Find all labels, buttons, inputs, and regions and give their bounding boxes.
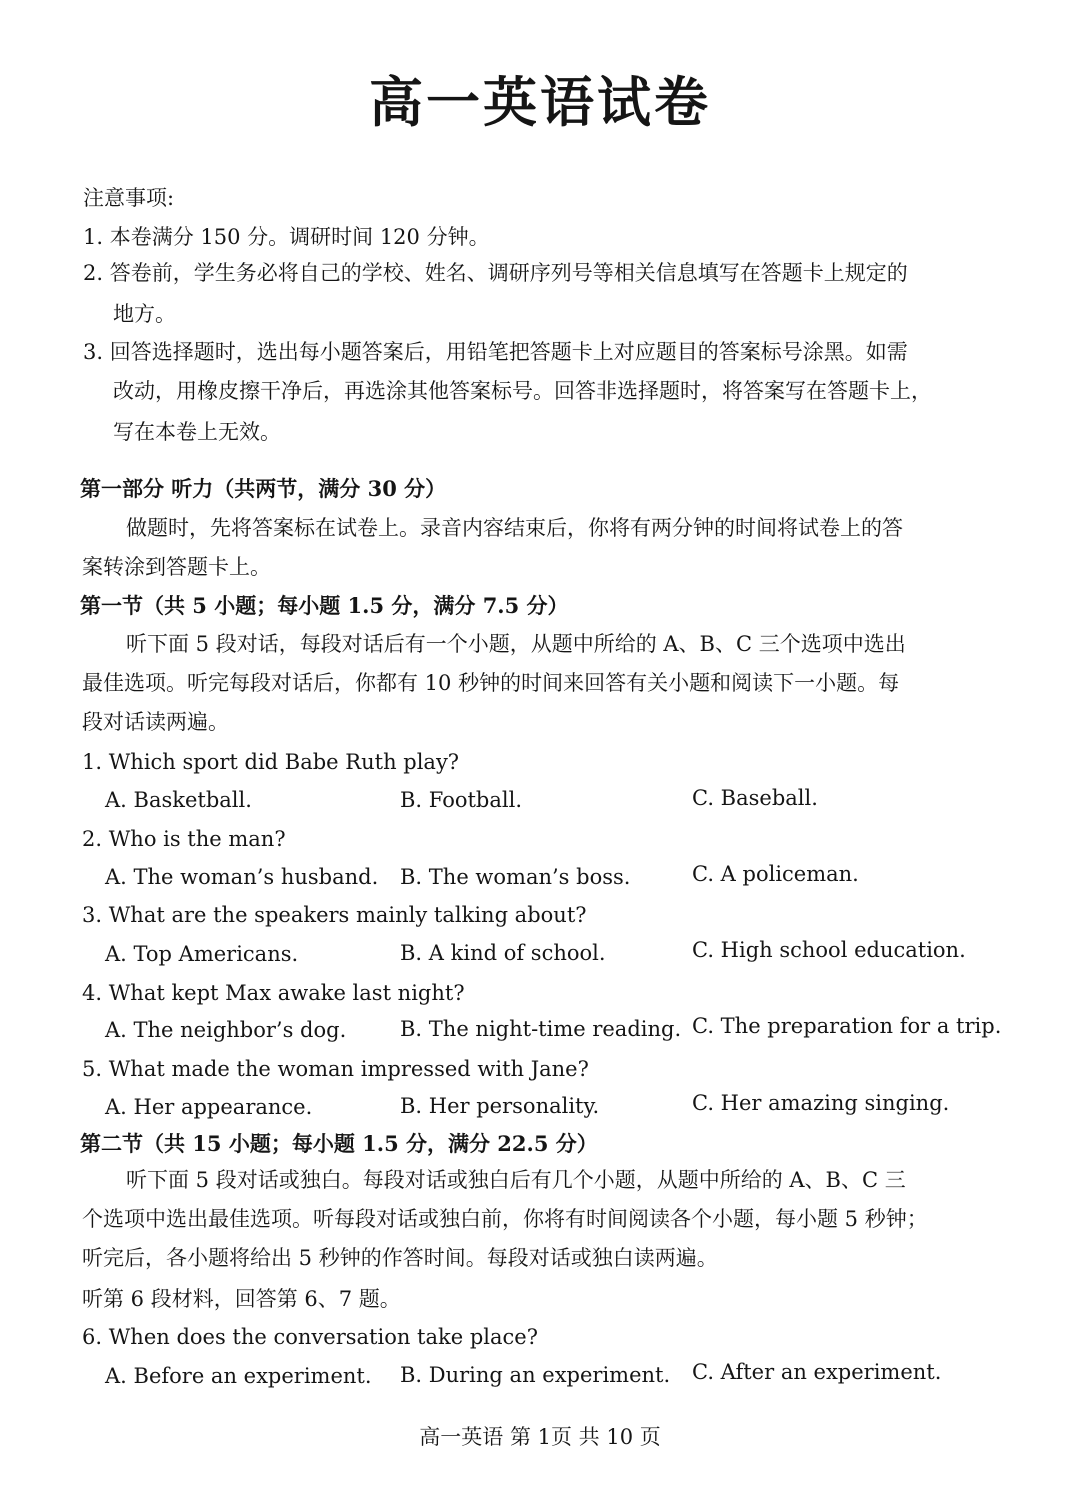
note-item-3-line-1: 3. 回答选择题时，选出每小题答案后，用铅笔把答题卡上对应题目的答案标号涂黑。如需	[83, 340, 908, 364]
question-3: 3. What are the speakers mainly talking about?	[82, 903, 587, 927]
notes-heading: 注意事项:	[83, 186, 175, 210]
question-2-option-a: A. The woman’s husband.	[105, 865, 379, 889]
question-6-option-b: B. During an experiment.	[400, 1363, 671, 1387]
question-1: 1. Which sport did Babe Ruth play?	[82, 750, 460, 774]
material-6-label: 听第 6 段材料，回答第 6、7 题。	[82, 1287, 401, 1311]
question-1-option-c: C. Baseball.	[692, 786, 818, 810]
section1-instructions-line-2: 最佳选项。听完每段对话后，你都有 10 秒钟的时间来回答有关小题和阅读下一小题。每	[82, 671, 900, 695]
section2-instructions-line-3: 听完后，各小题将给出 5 秒钟的作答时间。每段对话或独白读两遍。	[82, 1246, 718, 1270]
question-6-option-c: C. After an experiment.	[692, 1360, 942, 1384]
question-5-option-a: A. Her appearance.	[105, 1095, 313, 1119]
question-5: 5. What made the woman impressed with Jane?	[82, 1057, 589, 1081]
part1-instructions-line-2: 案转涂到答题卡上。	[82, 555, 271, 579]
question-3-option-c: C. High school education.	[692, 938, 966, 962]
question-3-option-b: B. A kind of school.	[400, 941, 606, 965]
page-footer: 高一英语 第 1页 共 10 页	[419, 1425, 661, 1449]
page-title: 高一英语试卷	[369, 71, 711, 134]
question-1-option-b: B. Football.	[400, 788, 523, 812]
question-2: 2. Who is the man?	[82, 827, 286, 851]
section1-heading: 第一节（共 5 小题；每小题 1.5 分，满分 7.5 分）	[80, 593, 569, 618]
question-4-option-c: C. The preparation for a trip.	[692, 1014, 1002, 1038]
section1-instructions-line-3: 段对话读两遍。	[82, 710, 229, 734]
note-item-3-line-3: 写在本卷上无效。	[113, 420, 281, 444]
question-4: 4. What kept Max awake last night?	[82, 981, 465, 1005]
section2-heading: 第二节（共 15 小题；每小题 1.5 分，满分 22.5 分）	[80, 1131, 598, 1156]
question-2-option-b: B. The woman’s boss.	[400, 865, 631, 889]
section1-instructions-line-1: 听下面 5 段对话，每段对话后有一个小题，从题中所给的 A、B、C 三个选项中选出	[126, 632, 906, 656]
question-5-option-c: C. Her amazing singing.	[692, 1091, 950, 1115]
question-5-option-b: B. Her personality.	[400, 1094, 600, 1118]
question-4-option-a: A. The neighbor’s dog.	[105, 1018, 347, 1042]
note-item-1: 1. 本卷满分 150 分。调研时间 120 分钟。	[83, 225, 490, 249]
question-4-option-b: B. The night-time reading.	[400, 1017, 682, 1041]
question-6: 6. When does the conversation take place?	[82, 1325, 538, 1349]
question-3-option-a: A. Top Americans.	[105, 942, 299, 966]
question-2-option-c: C. A policeman.	[692, 862, 859, 886]
question-1-option-a: A. Basketball.	[105, 788, 252, 812]
part1-heading: 第一部分 听力（共两节，满分 30 分）	[80, 476, 447, 501]
question-6-option-a: A. Before an experiment.	[105, 1364, 372, 1388]
note-item-2-line-2: 地方。	[113, 302, 176, 326]
part1-instructions-line-1: 做题时，先将答案标在试卷上。录音内容结束后，你将有两分钟的时间将试卷上的答	[126, 516, 903, 540]
note-item-3-line-2: 改动，用橡皮擦干净后，再选涂其他答案标号。回答非选择题时，将答案写在答题卡上，	[113, 379, 932, 403]
section2-instructions-line-2: 个选项中选出最佳选项。听每段对话或独白前，你将有时间阅读各个小题，每小题 5 秒钟；	[82, 1207, 928, 1231]
section2-instructions-line-1: 听下面 5 段对话或独白。每段对话或独白后有几个小题，从题中所给的 A、B、C 三	[126, 1168, 906, 1192]
note-item-2-line-1: 2. 答卷前，学生务必将自己的学校、姓名、调研序列号等相关信息填写在答题卡上规定的	[83, 261, 908, 285]
